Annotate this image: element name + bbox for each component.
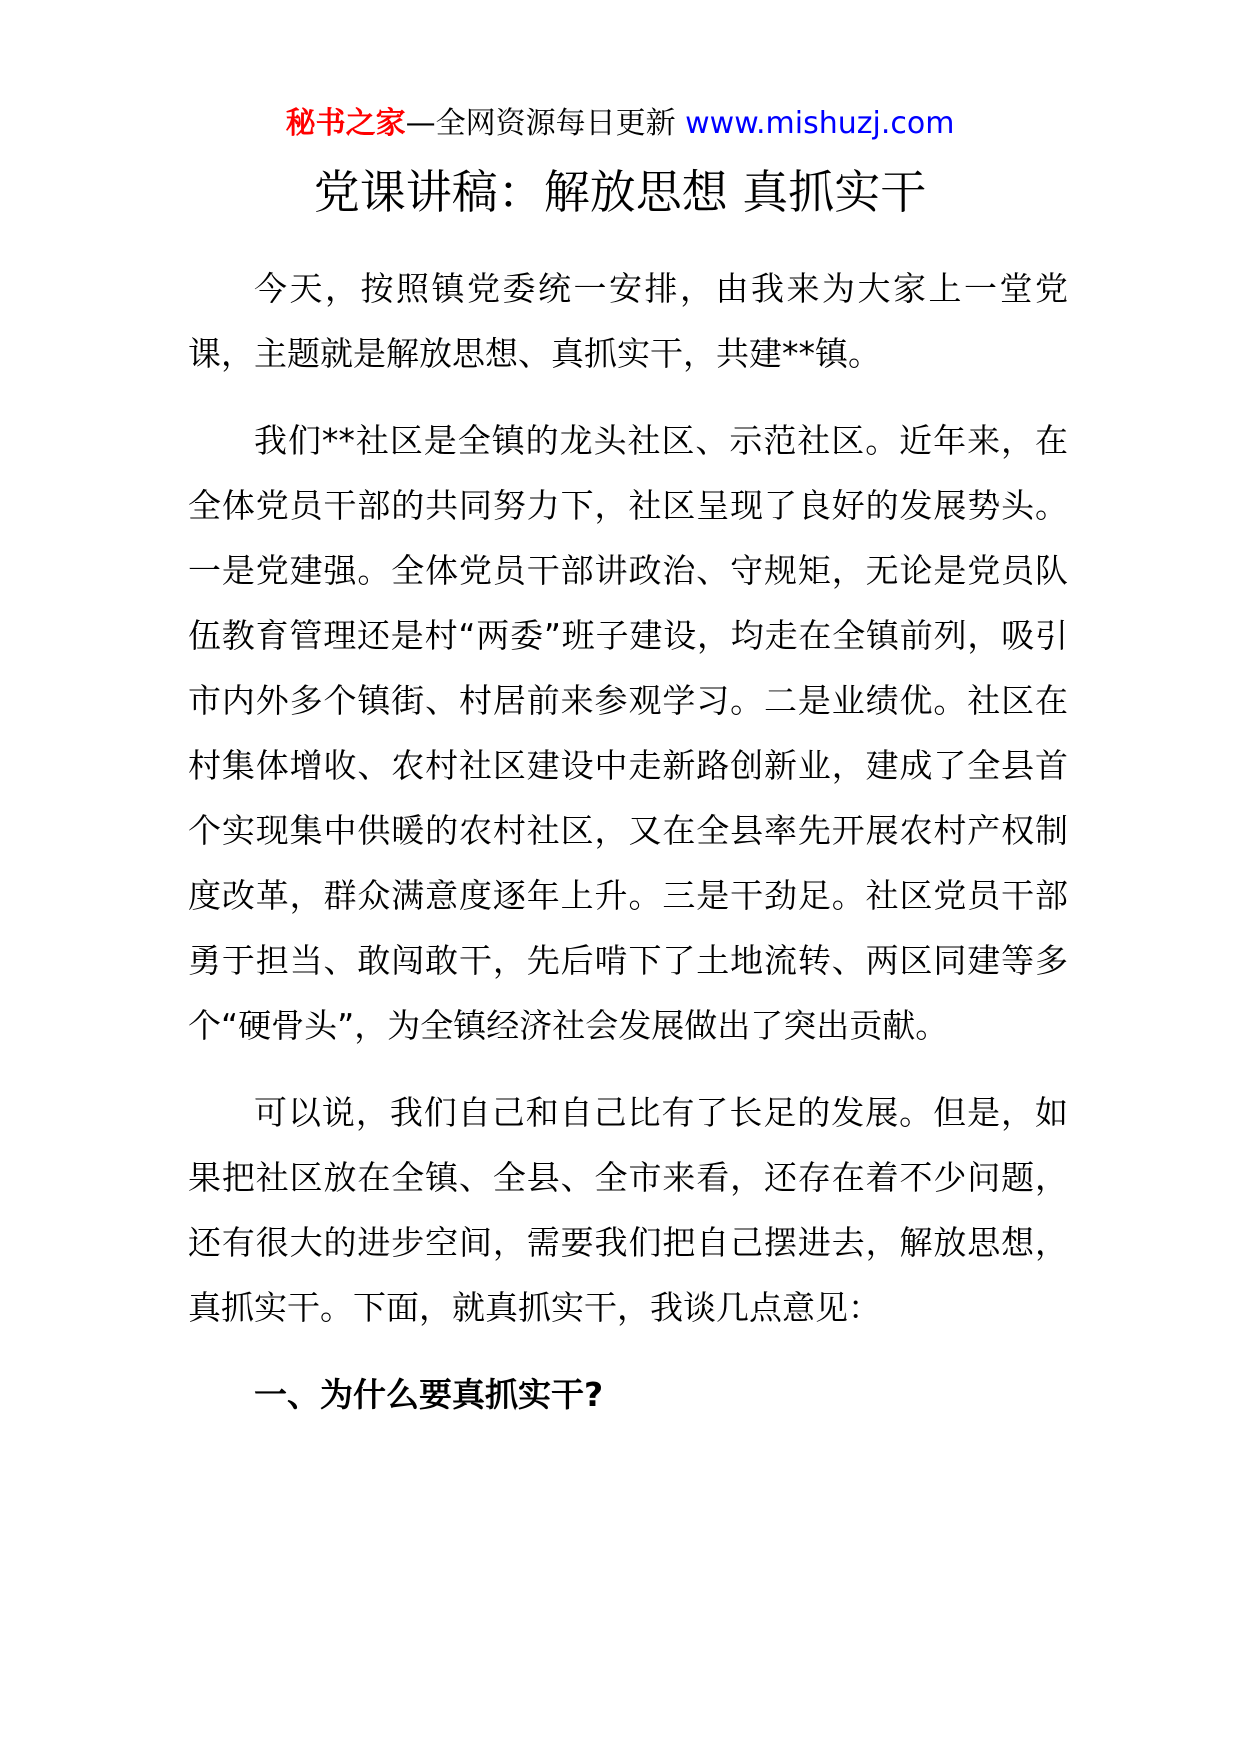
header-tagline: —全网资源每日更新 — [405, 106, 686, 141]
paragraph-community: 我们**社区是全镇的龙头社区、示范社区。近年来，在全体党员干部的共同努力下，社区呈现了良好的发展势头。一是党建强。全体党员干部讲政治、守规矩，无论是党员队伍教育管理还是村“两委”班子建设，均走在全镇前列，吸引市内外多个镇街、村居前来参观学习。二是业绩优。社区在村集体增收、农村社区建设中走新路创新业，建成了全县首个实现集中供暖的农村社区，又在全县率先开展农村产权制度改革，群众满意度逐年上升。三是干劲足。社区党员干部勇于担当、敢闯敢干，先后啃下了土地流转、两区同建等多个“硬骨头”，为全镇经济社会发展做出了突出贡献。 — [188, 421, 1068, 1045]
brand-name: 秘书之家 — [285, 106, 406, 141]
site-header — [0, 104, 1240, 144]
document-body — [188, 256, 1068, 1427]
site-url-link[interactable]: www.mishuzj.com — [685, 106, 955, 141]
paragraph-outlook: 可以说，我们自己和自己比有了长足的发展。但是，如果把社区放在全镇、全县、全市来看，还存在着不少问题，还有很大的进步空间，需要我们把自己摆进去，解放思想，真抓实干。下面，就真抓实干，我谈几点意见： — [188, 1093, 1068, 1327]
paragraph-intro: 今天，按照镇党委统一安排，由我来为大家上一堂党课，主题就是解放思想、真抓实干，共建**镇。 — [188, 269, 1068, 373]
document-title: 党课讲稿：解放思想 真抓实干 — [313, 165, 927, 219]
section-heading: 一、为什么要真抓实干? — [254, 1375, 604, 1414]
